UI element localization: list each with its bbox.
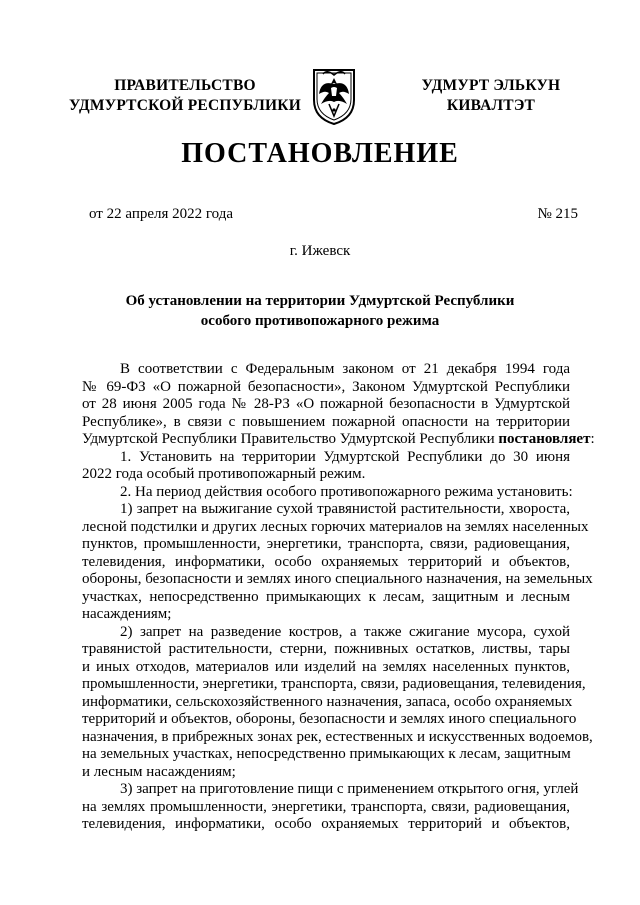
paragraph-text: : xyxy=(590,431,595,447)
paragraph-line: от 28 июня 2005 года № 28-РЗ «О пожарной безопасности в Удмуртской xyxy=(82,396,570,412)
document-number: № 215 xyxy=(537,206,578,222)
paragraph-line: телевидения, информатики, особо охраняемых территорий и объектов, xyxy=(82,553,570,570)
document-city: г. Ижевск xyxy=(289,243,351,259)
issuer-udmurt xyxy=(400,76,582,116)
paragraph-line: и иных отходов, материалов или изделий на землях населенных пунктов, xyxy=(82,658,570,675)
paragraph-line: В соответствии с Федеральным законом от 21 декабря 1994 года xyxy=(120,361,570,377)
paragraph xyxy=(82,623,593,782)
paragraph-line: территорий и объектов, обороны, безопасности и землях иного специального xyxy=(82,711,577,727)
paragraph-line: 2022 года особый противопожарный режим. xyxy=(82,466,366,482)
paragraph-line: 2. На период действия особого противопожарного режима установить: xyxy=(120,483,573,500)
title-line: особого противопожарного режима xyxy=(200,313,440,329)
paragraph-line: участках, непосредственно примыкающих к лесам, защитным и лесным xyxy=(82,588,570,605)
paragraph-line: 1) запрет на выжигание сухой травянистой растительности, хвороста, xyxy=(120,501,570,517)
paragraph-line: Республике», в связи с повышением пожарной опасности на территории xyxy=(82,413,570,430)
paragraph-line: промышленности, энергетики, транспорта, связи, радиовещания, телевидения, xyxy=(82,676,586,692)
document-body xyxy=(82,361,595,834)
paragraph-line: насаждениям; xyxy=(82,606,172,622)
paragraph-line: и лесным насаждениям; xyxy=(82,763,236,780)
paragraph-line: на земельных участках, непосредственно примыкающих к лесам, защитным xyxy=(82,746,571,762)
paragraph-line: 2) запрет на разведение костров, а также сжигание мусора, сухой xyxy=(120,623,570,640)
title-line: Об установлении на территории Удмуртской Республики xyxy=(125,293,515,309)
coat-of-arms-icon xyxy=(311,66,357,126)
paragraph-line: телевидения, информатики, особо охраняемых территорий и объектов, xyxy=(82,816,570,832)
paragraph-line: травянистой растительности, стерни, пожнивных остатков, листвы, тары xyxy=(82,641,570,657)
paragraph-line xyxy=(82,431,595,449)
paragraph xyxy=(82,361,595,449)
document-date: от 22 апреля 2022 года xyxy=(89,206,234,222)
paragraph-line: информатики, сельскохозяйственного назначения, запаса, особо охраняемых xyxy=(82,693,573,710)
paragraph-text: Удмуртской Республики Правительство Удмуртской Республики xyxy=(82,431,499,447)
paragraph-line: обороны, безопасности и землях иного специального назначения, на земельных xyxy=(82,571,593,587)
issuer-line: КИВАЛТЭТ xyxy=(446,97,536,114)
paragraph xyxy=(82,501,593,624)
paragraph-line: 1. Установить на территории Удмуртской Республики до 30 июня xyxy=(120,448,570,465)
paragraph-line: 3) запрет на приготовление пищи с применением открытого огня, углей xyxy=(120,781,579,797)
issuer-line: ПРАВИТЕЛЬСТВО xyxy=(114,77,256,94)
issuer-russian xyxy=(60,76,310,116)
document-title xyxy=(0,291,640,331)
paragraph xyxy=(82,781,579,834)
issuer-line: УДМУРТ ЭЛЬКУН xyxy=(421,77,561,94)
resolution-keyword: постановляет xyxy=(498,431,591,447)
paragraph-line: назначения, в прибрежных зонах рек, естественных и искусственных водоемов, xyxy=(82,728,593,745)
paragraph xyxy=(82,483,573,502)
paragraph-line: № 69-ФЗ «О пожарной безопасности», Законом Удмуртской Республики xyxy=(82,378,570,395)
paragraph-line: на землях промышленности, энергетики, транспорта, связи, радиовещания, xyxy=(82,798,570,815)
document-type: ПОСТАНОВЛЕНИЕ xyxy=(181,138,459,169)
paragraph xyxy=(82,449,570,484)
paragraph-line: пунктов, промышленности, энергетики, транспорта, связи, радиовещания, xyxy=(82,536,570,552)
paragraph-line: лесной подстилки и других лесных горючих материалов на землях населенных xyxy=(82,518,589,535)
issuer-line: УДМУРТСКОЙ РЕСПУБЛИКИ xyxy=(69,97,301,114)
